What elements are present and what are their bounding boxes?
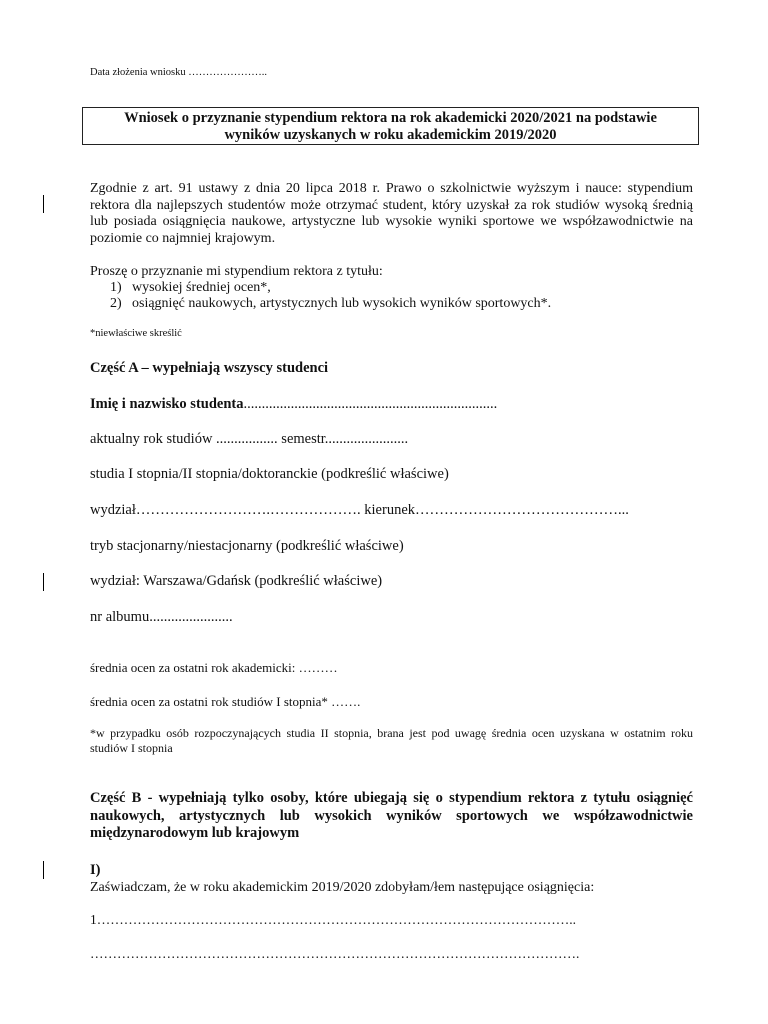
revision-margin-mark (43, 195, 44, 213)
intro-paragraph: Zgodnie z art. 91 ustawy z dnia 20 lipca 2018 r. Prawo o szkolnictwie wyższym i nauce: stypendium rektora dla najlepszych studentów może otrzymać student, który uzyskał za rok studiów wysoką średnią lub posiada osiągnięcia naukowe, artystyczne lub wysokie wyniki sportowe we współzawodnictwie na poziomie co najmniej krajowym. (90, 181, 693, 246)
document-title-line-1: Wniosek o przyznanie stypendium rektora na rok akademicki 2020/2021 na podstawie (124, 110, 657, 126)
strike-out-note: *niewłaściwe skreślić (90, 328, 182, 339)
request-item-1-text: wysokiej średniej ocen*, (132, 280, 271, 295)
faculty-direction-field[interactable]: wydział……………………….………………. kierunek……………………………………... (90, 502, 629, 518)
achievements-certify-line: Zaświadczam, że w roku akademickim 2019/2020 zdobyłam/łem następujące osiągnięcia: (90, 880, 595, 895)
student-name-line (90, 396, 497, 413)
document-title-box (82, 107, 699, 145)
average-last-year-field[interactable]: średnia ocen za ostatni rok akademicki: ……… (90, 660, 338, 675)
album-number-field[interactable]: nr albumu....................... (90, 609, 233, 625)
part-a-heading: Część A – wypełniają wszyscy studenci (90, 360, 329, 376)
request-item-1 (110, 280, 271, 296)
achievement-entry-1[interactable]: 1…………………………………………………………………………………………….. (90, 912, 576, 927)
request-item-1-number: 1) (110, 280, 122, 295)
request-item-2 (110, 296, 551, 312)
submission-date-label: Data złożenia wniosku ………………….. (90, 67, 268, 78)
section-i-label: I) (90, 862, 101, 878)
part-b-heading: Część B - wypełniają tylko osoby, które ubiegają się o stypendium rektora z tytułu osiągnięć naukowych, artystycznych lub wysokich wyników sportowych we współzawodnictwie międzynarodowym lub krajowym (90, 790, 693, 841)
request-lead: Proszę o przyznanie mi stypendium rektora z tytułu: (90, 264, 383, 279)
request-item-2-number: 2) (110, 296, 122, 311)
average-first-degree-field[interactable]: średnia ocen za ostatni rok studiów I stopnia* ……. (90, 694, 361, 709)
achievement-entry-2[interactable]: ………………………………………………………………………………………………. (90, 946, 580, 961)
study-level-line[interactable]: studia I stopnia/II stopnia/doktoranckie (podkreślić właściwe) (90, 466, 449, 482)
study-year-semester-field[interactable]: aktualny rok studiów ................. semestr....................... (90, 431, 409, 447)
request-item-2-text: osiągnięć naukowych, artystycznych lub wysokich wyników sportowych*. (132, 296, 552, 311)
document-title-line-2: wyników uzyskanych w roku akademickim 2019/2020 (224, 127, 557, 143)
average-footnote: *w przypadku osób rozpoczynających studia II stopnia, brana jest pod uwagę średnia ocen uzyskana w ostatnim roku studiów I stopnia (90, 726, 693, 755)
faculty-city-line[interactable]: wydział: Warszawa/Gdańsk (podkreślić właściwe) (90, 573, 383, 589)
study-mode-line[interactable]: tryb stacjonarny/niestacjonarny (podkreślić właściwe) (90, 538, 404, 554)
revision-margin-mark (43, 861, 44, 879)
revision-margin-mark (43, 573, 44, 591)
student-name-field[interactable]: ...................................................................... (243, 396, 498, 412)
student-name-label: Imię i nazwisko studenta (90, 396, 244, 412)
